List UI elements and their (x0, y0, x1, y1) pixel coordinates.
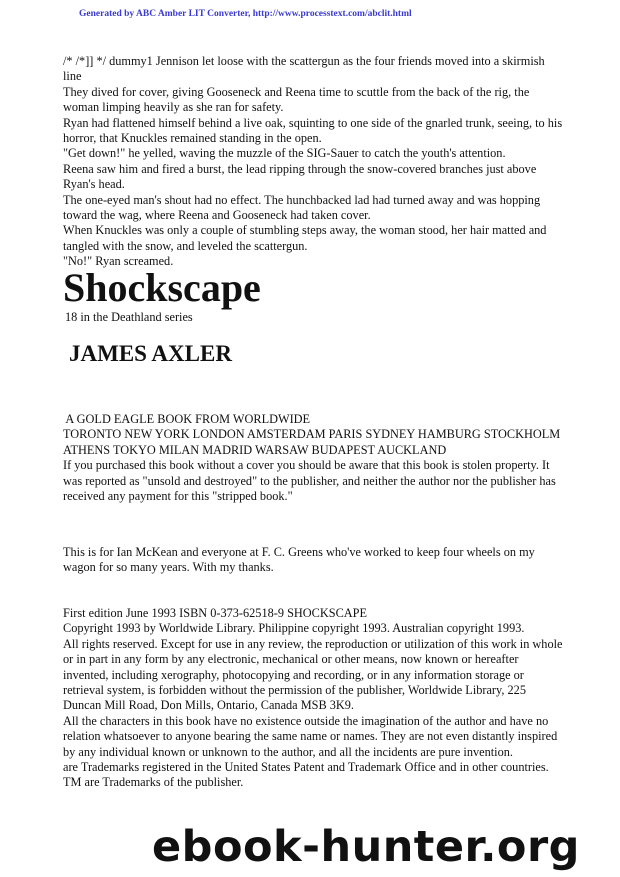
paragraph: "No!" Ryan screamed. (63, 254, 174, 269)
paragraph: Ryan had flattened himself behind a live oak, squinting to one side of the gnarled trunk, seeing, to his horror, that Knuckles remained standing in the open. (63, 115, 563, 146)
paragraph: If you purchased this book without a cover you should be aware that this book is stolen property. It was reported as "unsold and destroyed" to the publisher, and neither the author nor the publisher has received any payment for this "stripped book." (63, 458, 556, 504)
paragraph: All rights reserved. Except for use in any review, the reproduction or utilization of this work in whole or in part in any form by any electronic, mechanical or other means, now known or hereafter invented, including xerography, photocopying and recording, or in any information storage or retrieval system, is forbidden without the permission of the publisher, Worldwide Library, 225 Duncan Mill Road, Don Mills, Ontario, Canada MSB 3K9. (63, 636, 563, 713)
intro-excerpt (63, 54, 563, 270)
author-name: JAMES AXLER (69, 341, 232, 366)
paragraph: The one-eyed man's shout had no effect. The hunchbacked lad had turned away and was hopping toward the wag, where Reena and Gooseneck had taken cover. (63, 192, 541, 223)
paragraph: are Trademarks registered in the United States Patent and Trademark Office and in other countries. TM are Trademarks of the publisher. (63, 760, 549, 790)
paragraph: /* /*]] */ dummy1 Jennison let loose with the scattergun as the four friends moved into a skirmish line (63, 54, 545, 84)
watermark-text: ebook-hunter.org (152, 822, 580, 872)
paragraph: Reena saw him and fired a burst, the lead ripping through the snow-covered branches just above Ryan's head. (63, 161, 537, 192)
paragraph: A GOLD EAGLE BOOK FROM WORLDWIDE (63, 412, 311, 426)
paragraph: This is for Ian McKean and everyone at F. C. Greens who've worked to keep four wheels on my wagon for so many years. With my thanks. (63, 545, 535, 575)
series-line: 18 in the Deathland series (65, 310, 193, 324)
paragraph: "Get down!" he yelled, waving the muzzle of the SIG-Sauer to catch the youth's attention. (63, 146, 506, 161)
paragraph: All the characters in this book have no existence outside the imagination of the author and have no relation whatsoever to anyone bearing the same name or names. They are not even distantly inspired by any individual known or unknown to the author, and all the incidents are pure invention. (63, 713, 558, 759)
book-title: Shockscape (63, 265, 261, 310)
paragraph: Copyright 1993 by Worldwide Library. Philippine copyright 1993. Australian copyright 1993. (63, 621, 525, 636)
paragraph: TORONTO NEW YORK LONDON AMSTERDAM PARIS SYDNEY HAMBURG STOCKHOLM ATHENS TOKYO MILAN MADRID WARSAW BUDAPEST AUCKLAND (63, 427, 561, 457)
publisher-info (63, 412, 563, 504)
paragraph: First edition June 1993 ISBN 0-373-62518-9 SHOCKSCAPE (63, 606, 368, 620)
dedication (63, 545, 563, 576)
paragraph: When Knuckles was only a couple of stumbling steps away, the woman stood, her hair matted and tangled with the snow, and leveled the scattergun. (63, 223, 547, 253)
converter-header-link[interactable]: Generated by ABC Amber LIT Converter, http://www.processtext.com/abclit.html (79, 9, 412, 19)
paragraph: They dived for cover, giving Gooseneck and Reena time to scuttle from the back of the rig, the woman limping heavily as she ran for safety. (63, 84, 530, 115)
copyright-notice (63, 606, 563, 791)
